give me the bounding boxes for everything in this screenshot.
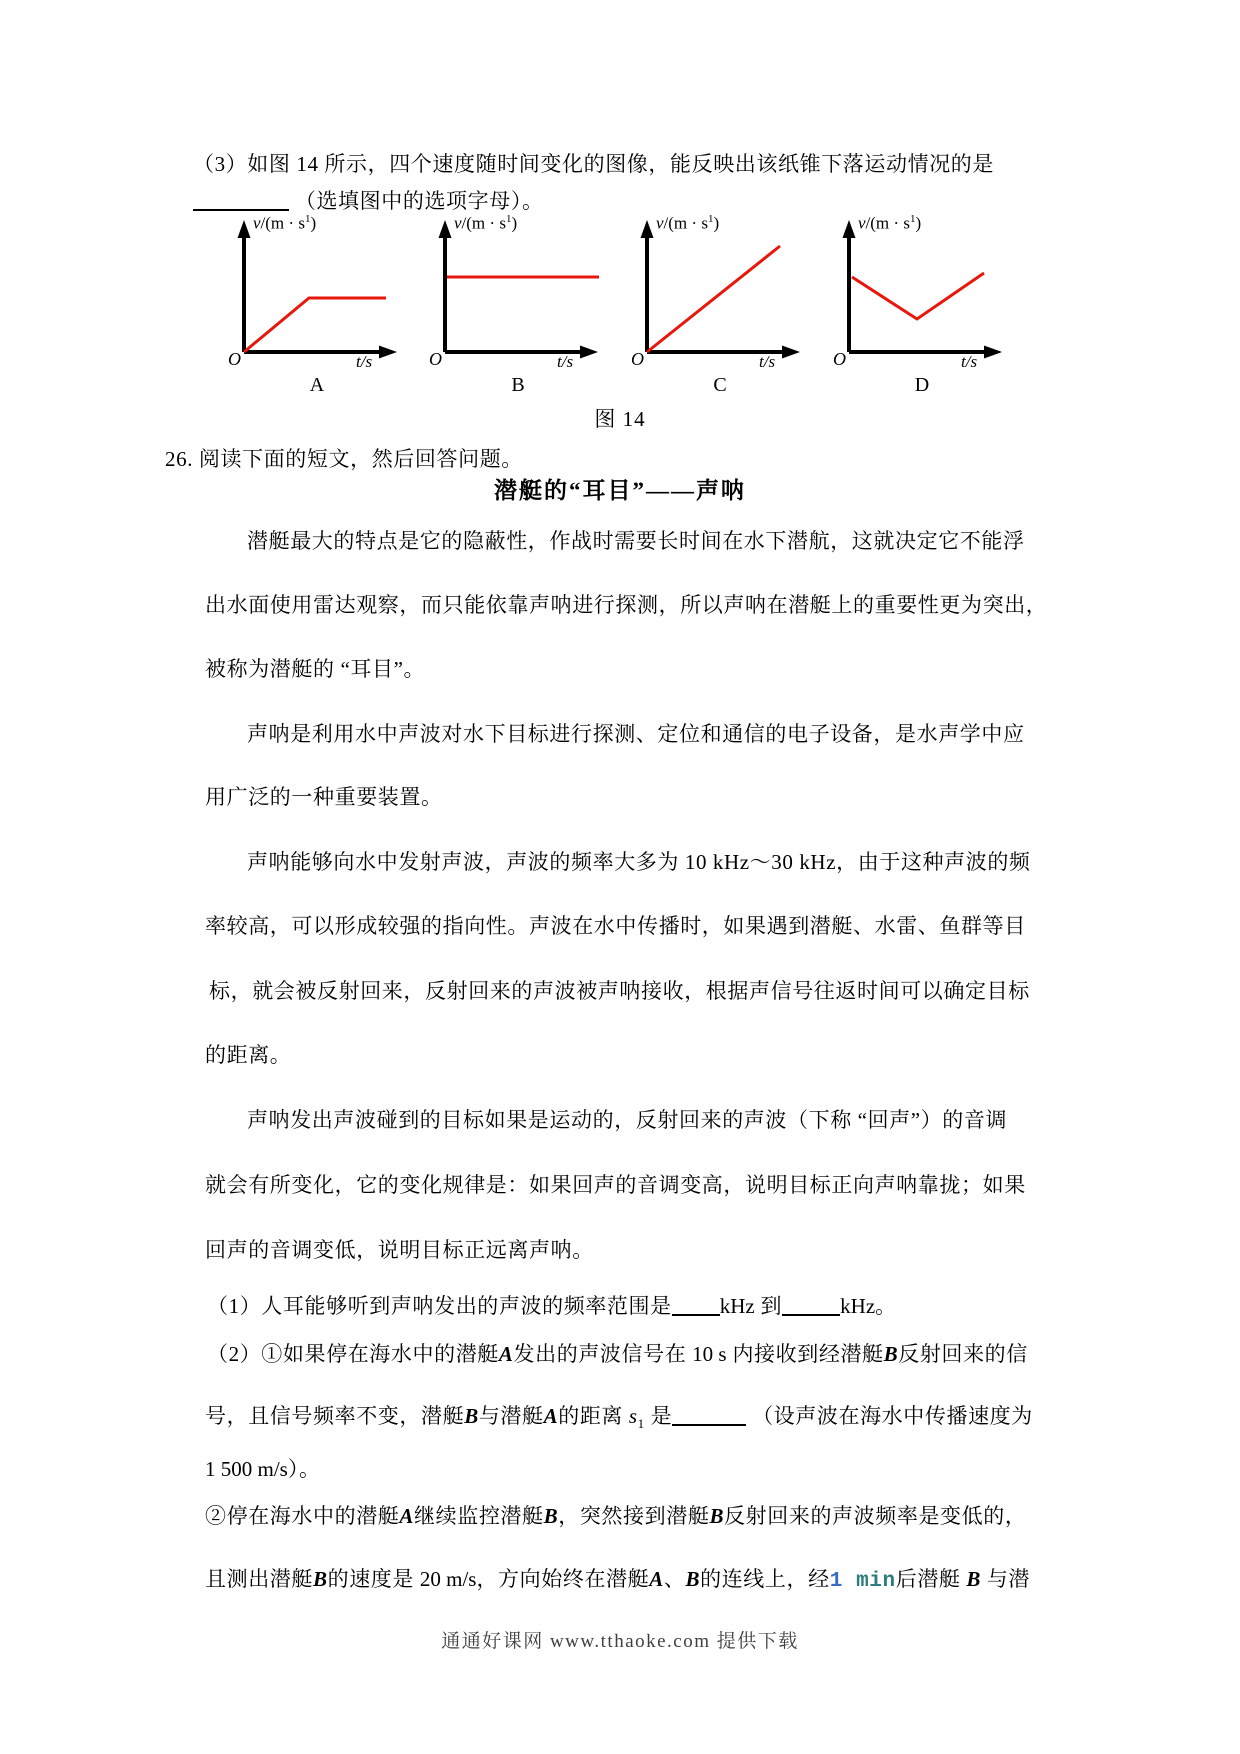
sub-question2-1-line3: 1 500 m/s）。 [205, 1457, 321, 1481]
graph-d-letter: D [914, 374, 930, 396]
graph-d [833, 200, 1007, 402]
passage-p3-line1: 声呐能够向水中发射声波，声波的频率大多为 10 kHz～30 kHz，由于这种声波的频 [247, 850, 1031, 874]
passage-p3-line2: 率较高，可以形成较强的指向性。声波在水中传播时，如果遇到潜艇、水雷、鱼群等目 [205, 914, 1026, 938]
v-axis-arrow-icon [843, 220, 856, 238]
question26-stem: 26. 阅读下面的短文，然后回答问题。 [165, 447, 523, 471]
t-axis-label: t/s [759, 352, 776, 371]
graph-d-curve [852, 273, 984, 319]
passage-p1-line3: 被称为潜艇的 “耳目”。 [205, 657, 426, 681]
graph-b [429, 200, 603, 402]
sub-question2-1-line2: 号，且信号频率不变，潜艇B与潜艇A的距离 $s_1$ 是 （设声波在海水中传播速度为 [205, 1404, 1033, 1432]
passage-p1-line1: 潜艇最大的特点是它的隐蔽性，作战时需要长时间在水下潜航，这就决定它不能浮 [247, 529, 1025, 553]
graph-c [631, 200, 805, 402]
graph-a [228, 200, 402, 402]
origin-label: O [228, 349, 241, 369]
graph-b-letter: B [511, 374, 525, 396]
graph-a-letter: A [309, 374, 325, 396]
origin-label: O [631, 349, 644, 369]
t-axis-arrow-icon [782, 346, 800, 359]
origin-label: O [833, 349, 846, 369]
passage-p2-line2: 用广泛的一种重要装置。 [205, 785, 443, 809]
v-axis-arrow-icon [439, 220, 452, 238]
v-axis-arrow-icon [641, 220, 654, 238]
site-footer: 通通好课网 www.tthaoke.com 提供下载 [441, 1631, 799, 1652]
passage-p3-line4: 的距离。 [205, 1043, 292, 1067]
t-axis-label: t/s [961, 352, 978, 371]
sub-question1: （1）人耳能够听到声呐发出的声波的频率范围是 kHz 到 kHz。 [207, 1294, 897, 1318]
passage-p3-line3: 标，就会被反射回来，反射回来的声波被声呐接收，根据声信号往返时间可以确定目标 [209, 979, 1030, 1003]
passage-p4-line1: 声呐发出声波碰到的目标如果是运动的，反射回来的声波（下称 “回声”）的音调 [247, 1108, 1008, 1132]
sub-question2-1-line1: （2）①如果停在海水中的潜艇A发出的声波信号在 10 s 内接收到经潜艇B反射回来的信 [207, 1342, 1028, 1366]
figure14-caption: 图 14 [594, 407, 646, 431]
v-axis-label: $v/(m \cdot s^1)$ [454, 213, 518, 233]
t-axis-arrow-icon [984, 346, 1002, 359]
sub-question2-2-line1: ②停在海水中的潜艇A继续监控潜艇B，突然接到潜艇B反射回来的声波频率是变低的， [205, 1504, 1027, 1528]
v-axis-arrow-icon [238, 220, 251, 238]
passage-p1-line2: 出水面使用雷达观察，而只能依靠声呐进行探测，所以声呐在潜艇上的重要性更为突出， [205, 593, 1048, 617]
graph-c-letter: C [713, 374, 727, 396]
passage-p2-line1: 声呐是利用水中声波对水下目标进行探测、定位和通信的电子设备，是水声学中应 [247, 722, 1025, 746]
v-axis-label: $v/(m \cdot s^1)$ [656, 213, 720, 233]
passage-title: 潜艇的“耳目”——声呐 [494, 478, 746, 503]
v-axis-label: $v/(m \cdot s^1)$ [253, 213, 317, 233]
graph-a-curve [244, 298, 386, 352]
t-axis-arrow-icon [580, 346, 598, 359]
origin-label: O [429, 349, 442, 369]
t-axis-label: t/s [557, 352, 574, 371]
sub-question2-2-line2: 且测出潜艇B的速度是 20 m/s，方向始终在潜艇A、B的连线上，经1 min后潜艇 B 与潜 [205, 1567, 1031, 1593]
v-axis-label: $v/(m \cdot s^1)$ [858, 213, 922, 233]
passage-p4-line3: 回声的音调变低，说明目标正远离声呐。 [205, 1238, 594, 1262]
t-axis-label: t/s [356, 352, 373, 371]
graph-c-curve [647, 246, 780, 352]
question3-line2-with-blank: （选填图中的选项字母）。 [193, 188, 544, 215]
question3-line1: （3）如图 14 所示，四个速度随时间变化的图像，能反映出该纸锥下落运动情况的是 [193, 152, 994, 176]
t-axis-arrow-icon [379, 346, 397, 359]
passage-p4-line2: 就会有所变化，它的变化规律是：如果回声的音调变高，说明目标正向声呐靠拢；如果 [205, 1173, 1026, 1197]
